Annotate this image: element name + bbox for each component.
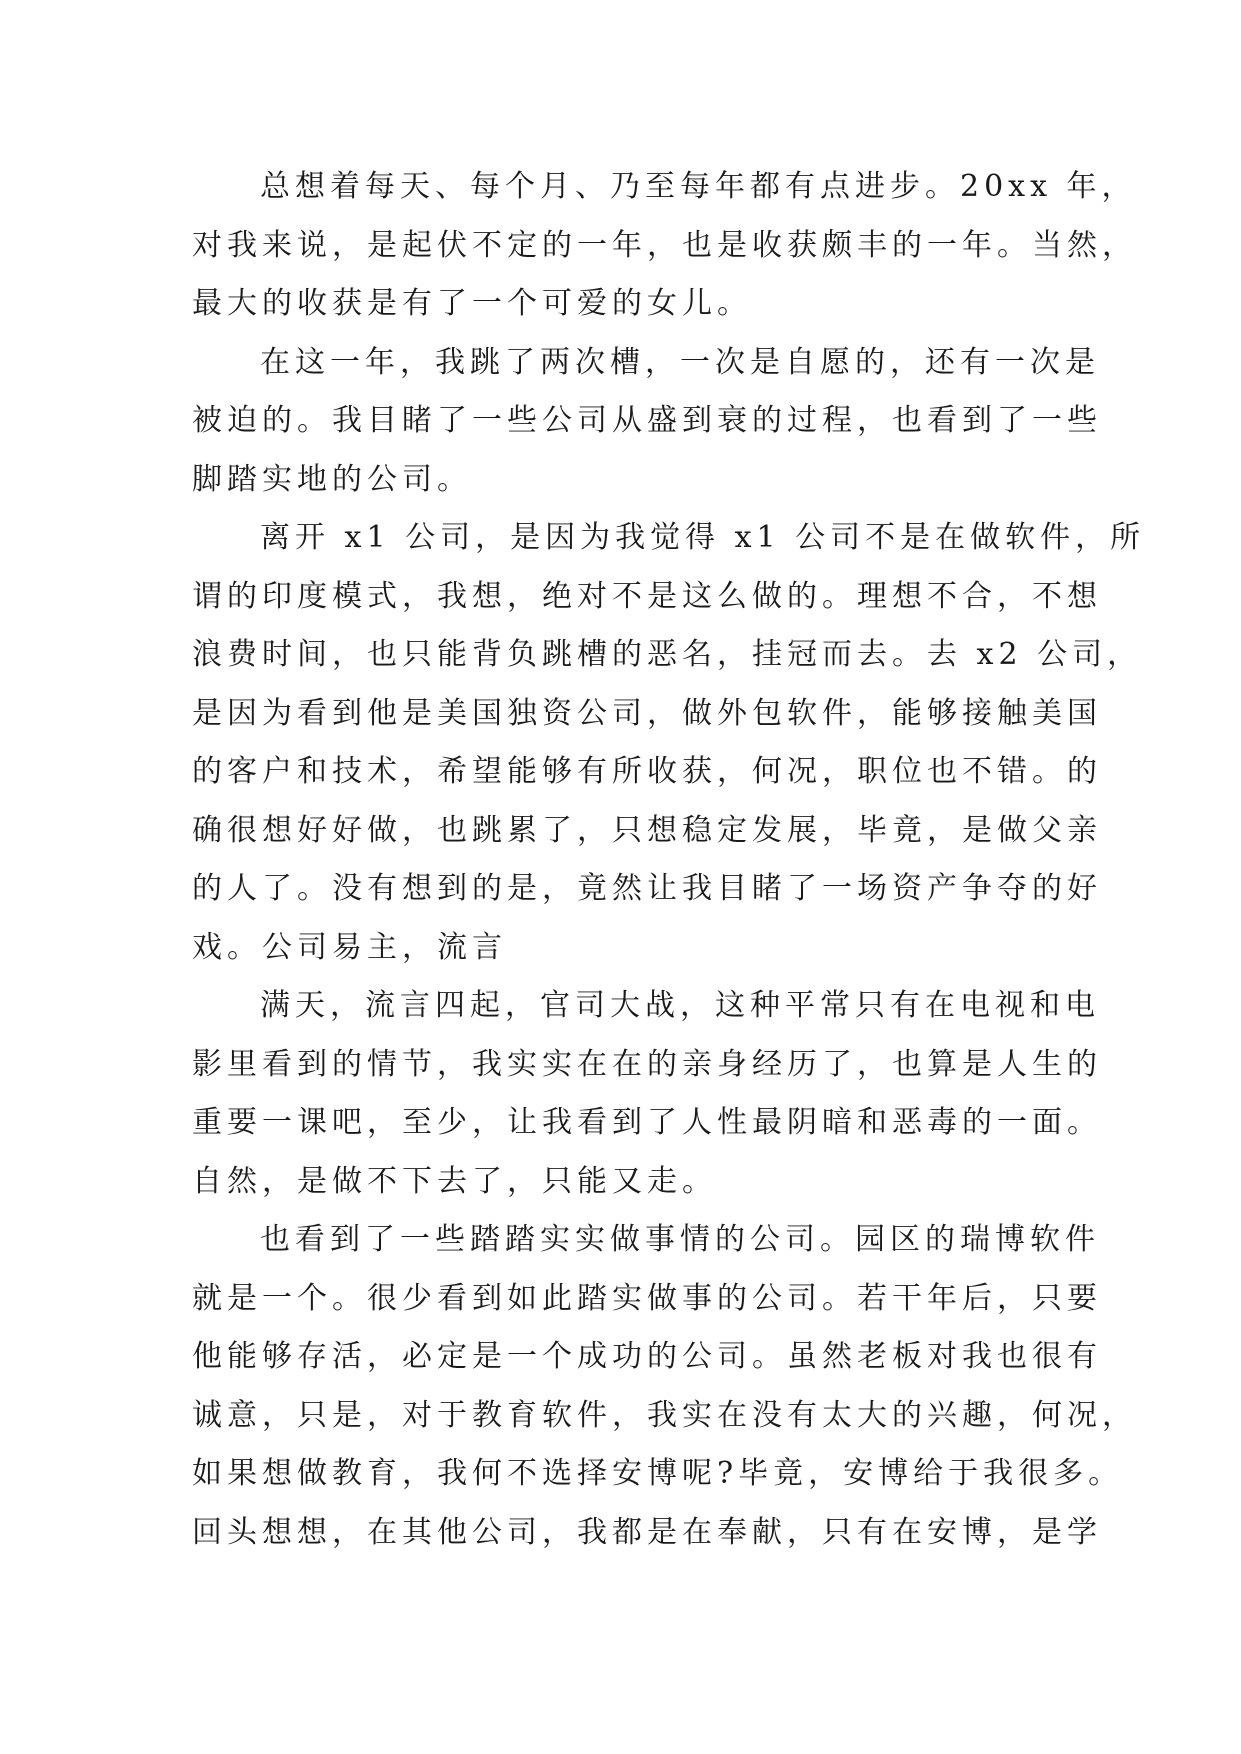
text-line: 脚踏实地的公司。 — [192, 461, 472, 497]
paragraph — [192, 977, 1102, 1211]
text-line: 如果想做教育，我何不选择安博呢?毕竟，安博给于我很多。 — [192, 1456, 1124, 1491]
text-line: 自然，是做不下去了，只能又走。 — [192, 1163, 717, 1199]
text-line: 诚意，只是，对于教育软件，我实在没有太大的兴趣，何况， — [192, 1397, 1137, 1433]
text-line: 满天，流言四起，官司大战，这种平常只有在电视和电 — [260, 988, 1100, 1023]
text-line: 最大的收获是有了一个可爱的女儿。 — [192, 286, 752, 321]
paragraph — [192, 1211, 1137, 1562]
text-line: 他能够存活，必定是一个成功的公司。虽然老板对我也很有 — [192, 1339, 1102, 1374]
paragraph — [192, 509, 1146, 977]
document-body — [192, 158, 1146, 1562]
text-line: 戏。公司易主，流言 — [192, 929, 507, 965]
text-line: 被迫的。我目睹了一些公司从盛到衰的过程，也看到了一些 — [192, 403, 1102, 438]
text-line: 的客户和技术，希望能够有所收获，何况，职位也不错。的 — [192, 754, 1102, 789]
text-line: 谓的印度模式，我想，绝对不是这么做的。理想不合，不想 — [192, 578, 1102, 614]
text-line: 的人了。没有想到的是，竟然让我目睹了一场资产争夺的好 — [192, 871, 1102, 906]
text-line: 在这一年，我跳了两次槽，一次是自愿的，还有一次是 — [260, 344, 1100, 380]
text-line: 影里看到的情节，我实实在在的亲身经历了，也算是人生的 — [192, 1046, 1102, 1082]
paragraph — [192, 158, 1137, 334]
text-line: 重要一课吧，至少，让我看到了人性最阴暗和恶毒的一面。 — [192, 1105, 1102, 1140]
text-line: 也看到了一些踏踏实实做事情的公司。园区的瑞博软件 — [260, 1222, 1100, 1257]
text-line: 回头想想，在其他公司，我都是在奉献，只有在安博，是学 — [192, 1514, 1102, 1550]
paragraph — [192, 334, 1102, 510]
text-line: 总想着每天、每个月、乃至每年都有点进步。20xx 年， — [260, 169, 1137, 204]
text-line: 浪费时间，也只能背负跳槽的恶名，挂冠而去。去 x2 公司， — [192, 637, 1143, 672]
text-line: 是因为看到他是美国独资公司，做外包软件，能够接触美国 — [192, 695, 1102, 731]
text-line: 确很想好好做，也跳累了，只想稳定发展，毕竟，是做父亲 — [192, 812, 1102, 848]
text-line: 就是一个。很少看到如此踏实做事的公司。若干年后，只要 — [192, 1280, 1102, 1316]
text-line: 离开 x1 公司，是因为我觉得 x1 公司不是在做软件，所 — [260, 520, 1146, 555]
text-line: 对我来说，是起伏不定的一年，也是收获颇丰的一年。当然， — [192, 227, 1137, 263]
